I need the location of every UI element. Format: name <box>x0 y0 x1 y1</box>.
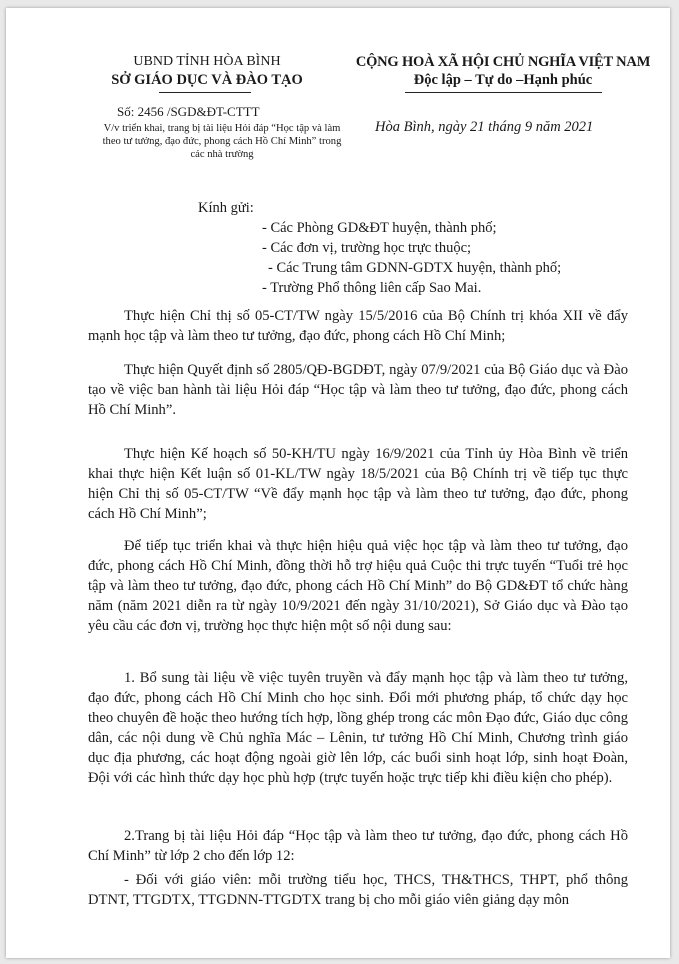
recipient-item: - Các Trung tâm GDNN-GDTX huyện, thành phố; <box>268 260 562 276</box>
body-paragraph: Thực hiện Quyết định số 2805/QĐ-BGDĐT, ngày 07/9/2021 của Bộ Giáo dục và Đào tạo về việc ban hành tài liệu Hỏi đáp “Học tập và làm theo tư tưởng, đạo đức, phong cách Hồ Chí Minh”. <box>88 362 628 418</box>
body-paragraph: 1. Bổ sung tài liệu về việc tuyên truyền và đẩy mạnh học tập và làm theo tư tưởng, đạo đức, phong cách Hồ Chí Minh cho học sinh. Đổi mới phương pháp, tổ chức dạy học theo chuyên đề hoặc theo hướng tích hợp, lồng ghép trong các môn Đạo đức, Giáo dục công dân, các nội dung về Chủ nghĩa Mác – Lênin, tư tưởng Hồ Chí Minh, Chương trình giáo dục địa phương, các hoạt động ngoài giờ lên lớp, các buổi sinh hoạt lớp, sinh hoạt Đoàn, Đội với các hình thức dạy học phù hợp (trực tuyến hoặc trực tiếp khi điều kiện cho phép). <box>88 670 628 786</box>
org-parent: UBND TỈNH HÒA BÌNH <box>133 54 281 69</box>
recipients-greeting: Kính gửi: <box>198 200 254 216</box>
body-paragraph: Thực hiện Kế hoạch số 50-KH/TU ngày 16/9/2021 của Tỉnh ủy Hòa Bình về triển khai thực hiện Kết luận số 01-KL/TW ngày 18/5/2021 của Bộ Chính trị về tiếp tục thực hiện Chỉ thị số 05-CT/TW “Về đẩy mạnh học tập và làm theo tư tưởng, đạo đức, phong cách Hồ Chí Minh”; <box>88 446 628 522</box>
document-page <box>6 8 670 958</box>
issue-date: Hòa Bình, ngày 21 tháng 9 năm 2021 <box>375 119 594 135</box>
org-underline <box>159 92 251 93</box>
org-name: SỞ GIÁO DỤC VÀ ĐÀO TẠO <box>111 72 303 88</box>
body-paragraph: 2.Trang bị tài liệu Hỏi đáp “Học tập và làm theo tư tưởng, đạo đức, phong cách Hồ Chí Minh” từ lớp 2 cho đến lớp 12: <box>88 828 628 864</box>
body-paragraph: Thực hiện Chỉ thị số 05-CT/TW ngày 15/5/2016 của Bộ Chính trị khóa XII về đẩy mạnh học tập và làm theo tư tưởng, đạo đức, phong cách Hồ Chí Minh; <box>88 308 628 344</box>
recipient-item: - Các Phòng GD&ĐT huyện, thành phố; <box>262 220 497 236</box>
motto-underline <box>405 92 602 93</box>
national-motto: Độc lập – Tự do –Hạnh phúc <box>413 72 593 88</box>
document-number: Số: 2456 /SGD&ĐT-CTTT <box>117 104 260 119</box>
recipient-item: - Trường Phổ thông liên cấp Sao Mai. <box>262 280 482 296</box>
body-paragraph: Để tiếp tục triển khai và thực hiện hiệu quả việc học tập và làm theo tư tưởng, đạo đức, phong cách Hồ Chí Minh, đồng thời hỗ trợ hiệu quả Cuộc thi trực tuyến “Tuổi trẻ học tập và làm theo tư tưởng, đạo đức, phong cách Hồ Chí Minh” do Bộ GD&ĐT tổ chức hàng năm (năm 2021 diễn ra từ ngày 10/9/2021 đến ngày 31/10/2021), Sở Giáo dục và Đào tạo yêu cầu các đơn vị, trường học thực hiện một số nội dung sau: <box>88 538 628 634</box>
document-subject: V/v triển khai, trang bị tài liệu Hỏi đáp “Học tập và làm theo tư tưởng, đạo đức, phong cách Hồ Chí Minh” trong các nhà trường <box>102 123 342 160</box>
national-title: CỘNG HOÀ XÃ HỘI CHỦ NGHĨA VIỆT NAM <box>355 54 651 70</box>
body-paragraph: - Đối với giáo viên: mỗi trường tiểu học, THCS, TH&THCS, THPT, phổ thông DTNT, TTGDTX, TTGDNN-TTGDTX trang bị cho mỗi giáo viên giảng dạy môn <box>88 872 628 908</box>
recipient-item: - Các đơn vị, trường học trực thuộc; <box>262 240 472 256</box>
